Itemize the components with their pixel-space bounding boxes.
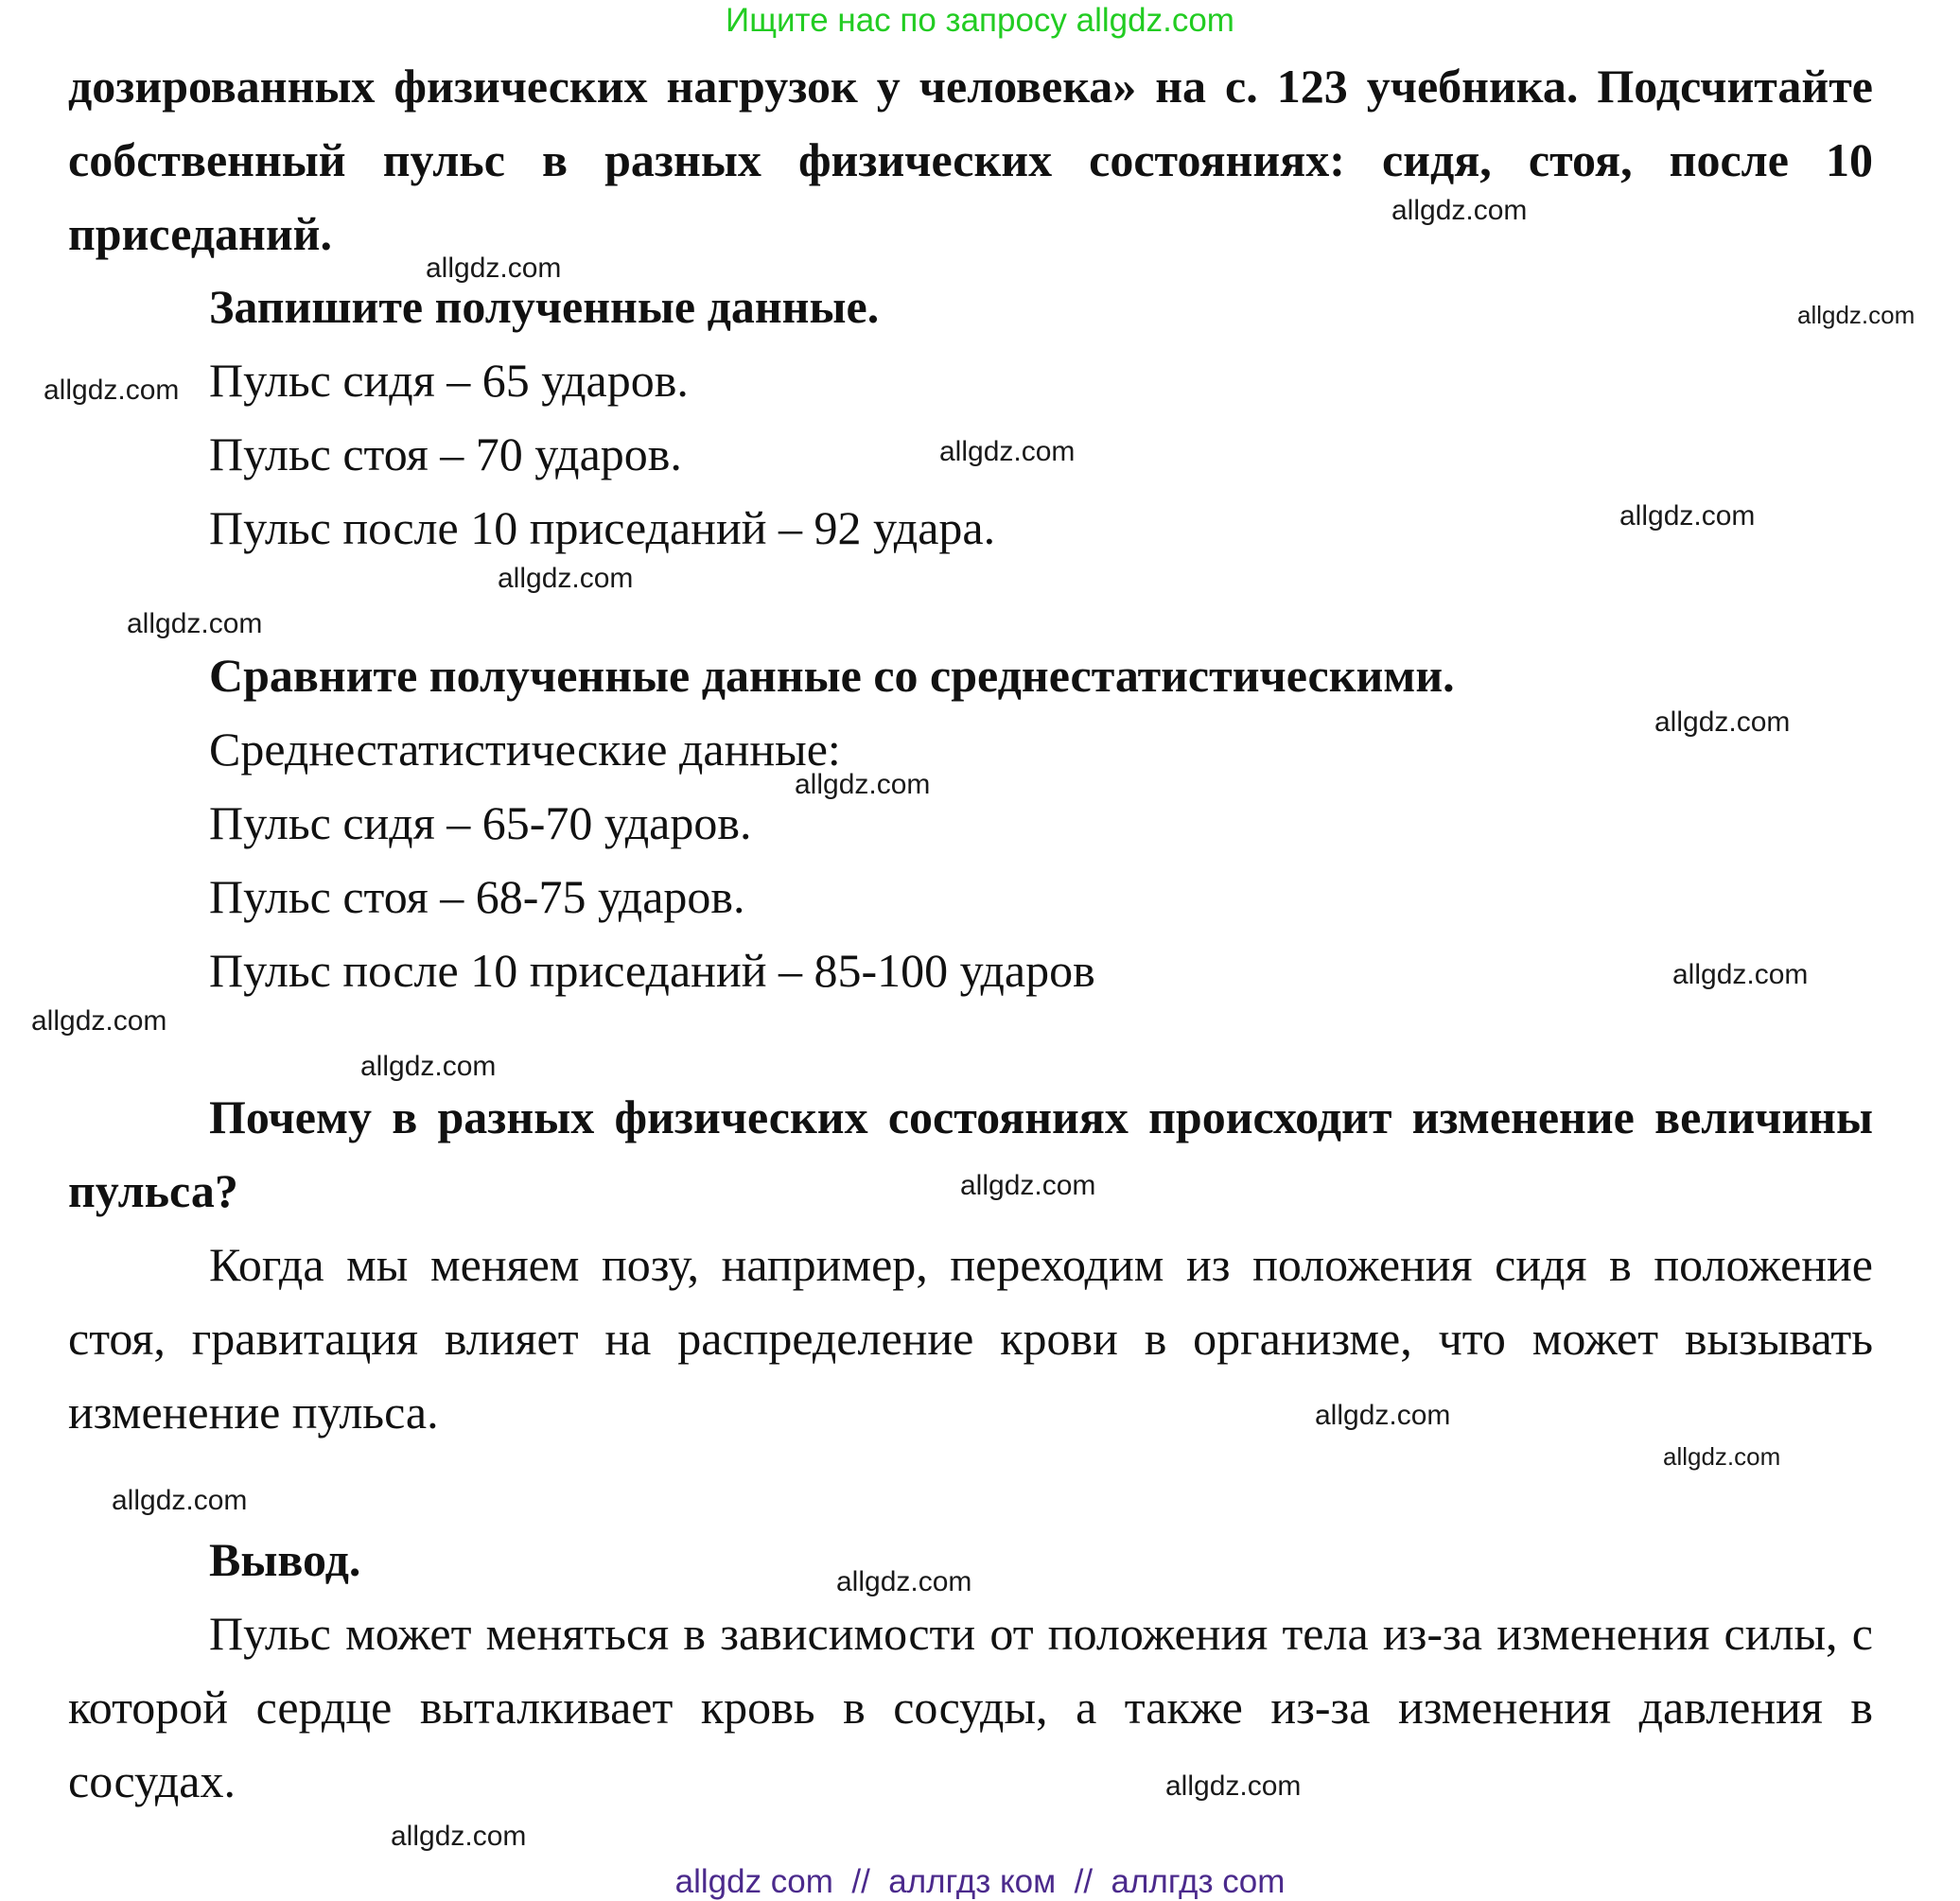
watermark: allgdz.com (1663, 1442, 1781, 1471)
watermark: allgdz.com (391, 1821, 527, 1852)
average-pulse-sitting: Пульс сидя – 65-70 ударов. (209, 796, 752, 849)
conclusion-heading: Вывод. (209, 1533, 361, 1586)
average-pulse-squats: Пульс после 10 приседаний – 85-100 ударов (209, 944, 1095, 997)
average-label: Среднестатистические данные: (209, 723, 841, 776)
compare-heading: Сравните полученные данные со среднестатистическими. (209, 649, 1455, 702)
conclusion: Пульс может меняться в зависимости от положения тела из-за изменения силы, с которой сердце выталкивает кровь в сосуды, а также из-за изменения давления в сосудах. (68, 1607, 1873, 1807)
question: Почему в разных физических состояниях происходит изменение величины пульса? (68, 1090, 1873, 1217)
watermark: allgdz.com (1391, 195, 1528, 226)
record-heading: Запишите полученные данные. (209, 280, 880, 333)
watermark: allgdz.com (360, 1051, 497, 1082)
watermark: allgdz.com (1315, 1400, 1451, 1431)
watermark: allgdz.com (127, 608, 263, 639)
watermark: allgdz.com (960, 1170, 1096, 1201)
watermark: allgdz.com (1672, 959, 1809, 990)
watermark: allgdz.com (836, 1566, 972, 1597)
top-banner: Ищите нас по запросу allgdz.com (726, 2, 1234, 39)
task-intro: дозированных физических нагрузок у человека» на с. 123 учебника. Подсчитайте собственный пульс в разных физических состояниях: сидя, стоя, после 10 приседаний. (68, 60, 1873, 260)
watermark: allgdz.com (1654, 706, 1791, 738)
average-pulse-standing: Пульс стоя – 68-75 ударов. (209, 870, 745, 923)
watermark: allgdz.com (31, 1005, 167, 1037)
footer-links: allgdz com // аллгдз ком // аллгдз com (674, 1863, 1286, 1900)
watermark: allgdz.com (795, 769, 931, 800)
own-pulse-squats: Пульс после 10 приседаний – 92 удара. (209, 501, 996, 554)
watermark: allgdz.com (426, 253, 562, 284)
watermark: allgdz.com (1797, 301, 1916, 329)
watermark: allgdz.com (112, 1485, 248, 1516)
answer: Когда мы меняем позу, например, переходим из положения сидя в положение стоя, гравитация влияет на распределение крови в организме, что может вызывать изменение пульса. (68, 1238, 1873, 1439)
watermark: allgdz.com (498, 563, 634, 594)
own-pulse-sitting: Пульс сидя – 65 ударов. (209, 354, 689, 407)
own-pulse-standing: Пульс стоя – 70 ударов. (209, 427, 682, 480)
watermark: allgdz.com (1619, 500, 1756, 532)
watermark: allgdz.com (44, 375, 180, 406)
watermark: allgdz.com (939, 436, 1076, 467)
watermark: allgdz.com (1165, 1770, 1302, 1802)
